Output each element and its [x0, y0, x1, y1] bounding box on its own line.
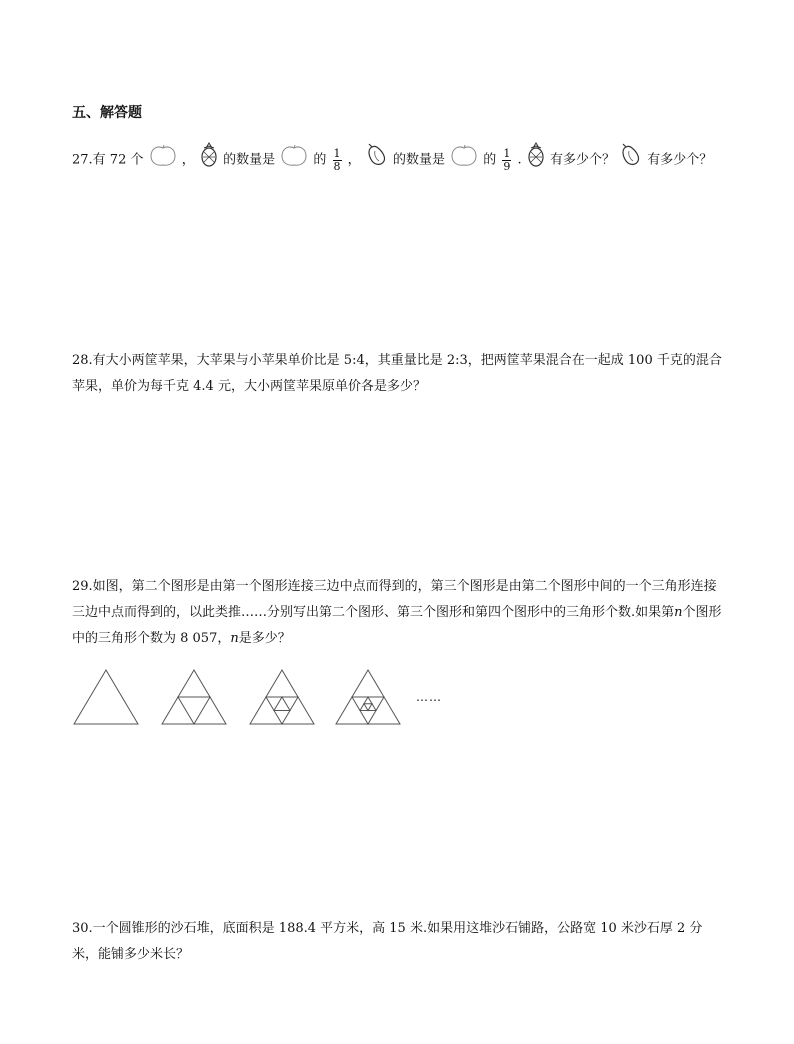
fraction-denominator: 8 — [333, 159, 341, 173]
q27-text-h: . — [517, 152, 522, 168]
question-30: 30.一个圆锥形的沙石堆，底面积是 188.4 平方米，高 15 米.如果用这堆沙石铺路，公路宽 10 米沙石厚 2 分米，能铺多少米长？ — [72, 921, 703, 962]
q27-text-f: 的数量是 — [392, 152, 445, 168]
continuation-dots: …… — [416, 690, 442, 704]
q27-text-a: 27.有 72 个 — [72, 152, 144, 168]
q27-text-g: 的 — [483, 152, 497, 168]
triangle-figure-1 — [74, 670, 138, 724]
triangle-figures — [70, 668, 410, 734]
apple-icon — [280, 143, 308, 177]
q27-text-j: 有多少个？ — [647, 152, 713, 168]
triangle-figure-3 — [250, 670, 314, 724]
fraction-1-9 — [502, 148, 511, 173]
pineapple-icon — [200, 142, 218, 178]
triangle-figure-2 — [162, 670, 226, 724]
q29-variable-n: n — [230, 631, 239, 646]
q29-text-2: 个图形中的三角形个数为 8 057， — [72, 605, 722, 646]
section-title: 五、解答题 — [72, 105, 142, 121]
fraction-numerator: 1 — [503, 146, 511, 160]
pepper-icon — [366, 143, 388, 177]
q27-text-c: 的数量是 — [223, 152, 276, 168]
q27-text-e: ， — [347, 152, 361, 168]
q29-text-1: 29.如图，第二个图形是由第一个图形连接三边中点而得到的，第三个图形是由第二个图形中间的一个三角形连接三边中点而得到的，以此类推……分别写出第二个图形、第三个图形和第四个图形中的三角形个数.如果第 — [72, 579, 717, 620]
pepper-icon — [620, 143, 642, 177]
q29-variable-n: n — [674, 605, 683, 620]
apple-icon — [450, 143, 478, 177]
fraction-1-8 — [333, 148, 342, 173]
q27-text-i: 有多少个？ — [549, 152, 615, 168]
fraction-denominator: 9 — [503, 159, 511, 173]
question-29 — [72, 574, 724, 652]
question-27 — [72, 142, 724, 178]
q29-text-3: 是多少？ — [238, 631, 291, 646]
apple-icon — [149, 143, 177, 177]
q27-text-d: 的 — [313, 152, 327, 168]
fraction-numerator: 1 — [333, 146, 341, 160]
triangle-figure-4 — [336, 670, 400, 724]
q27-text-b: ， — [181, 152, 195, 168]
question-28: 28.有大小两筐苹果，大苹果与小苹果单价比是 5:4，其重量比是 2:3，把两筐苹果混合在一起成 100 千克的混合苹果，单价为每千克 4.4 元，大小两筐苹果原单价各是多少？ — [72, 353, 722, 394]
pineapple-icon — [527, 142, 545, 178]
